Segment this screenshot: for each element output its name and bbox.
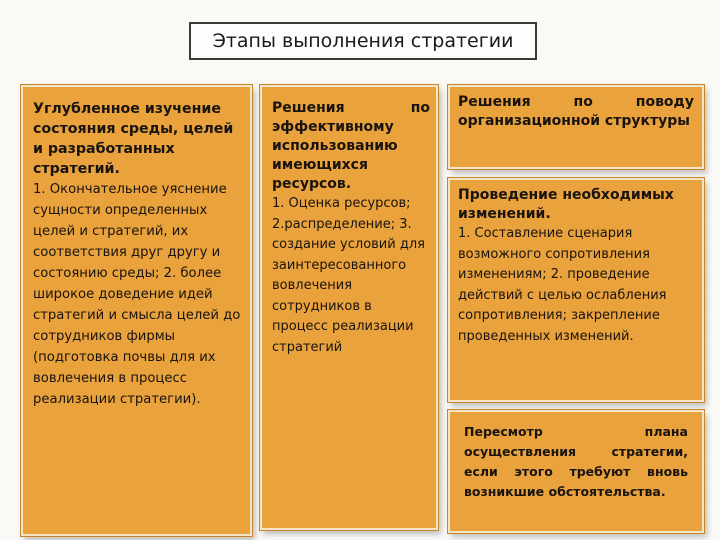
stage-card-plan-review <box>448 410 704 533</box>
stage-card-environment-study <box>21 85 252 536</box>
stage-body: 1. Оценка ресурсов; 2.распределение; 3. создание условий для заинтересованного вовлечения сотрудников в процесс реализации стратегий <box>272 196 425 355</box>
slide-title: Этапы выполнения стратегии <box>189 22 537 60</box>
stage-heading: Решения по эффективному использованию имеющихся ресурсов. <box>272 100 430 192</box>
stage-heading: Углубленное изучение состояния среды, целей и разработанных стратегий. <box>33 101 234 177</box>
stage-card-resources <box>260 85 438 530</box>
stage-card-changes <box>448 178 704 402</box>
stage-heading: Проведение необходимых изменений. <box>458 187 674 222</box>
stage-body: 1. Окончательное уяснение сущности определенных целей и стратегий, их соответствия друг другу и состоянию среды; 2. более широкое доведение идей стратегий и смысла целей до сотрудников фирмы (подготовка почвы для их вовлечения в процесс реализации стратегии). <box>33 182 241 407</box>
stage-body: 1. Составление сценария возможного сопротивления изменениям; 2. проведение действий с целью ослабления сопротивления; закрепление проведенных изменений. <box>458 226 667 344</box>
stage-card-org-structure <box>448 85 704 169</box>
stage-heading: Пересмотр плана осуществления стратегии, если этого требуют вновь возникшие обстоятельства. <box>464 424 688 499</box>
stage-heading: Решения по поводу организационной структуры <box>458 94 694 129</box>
